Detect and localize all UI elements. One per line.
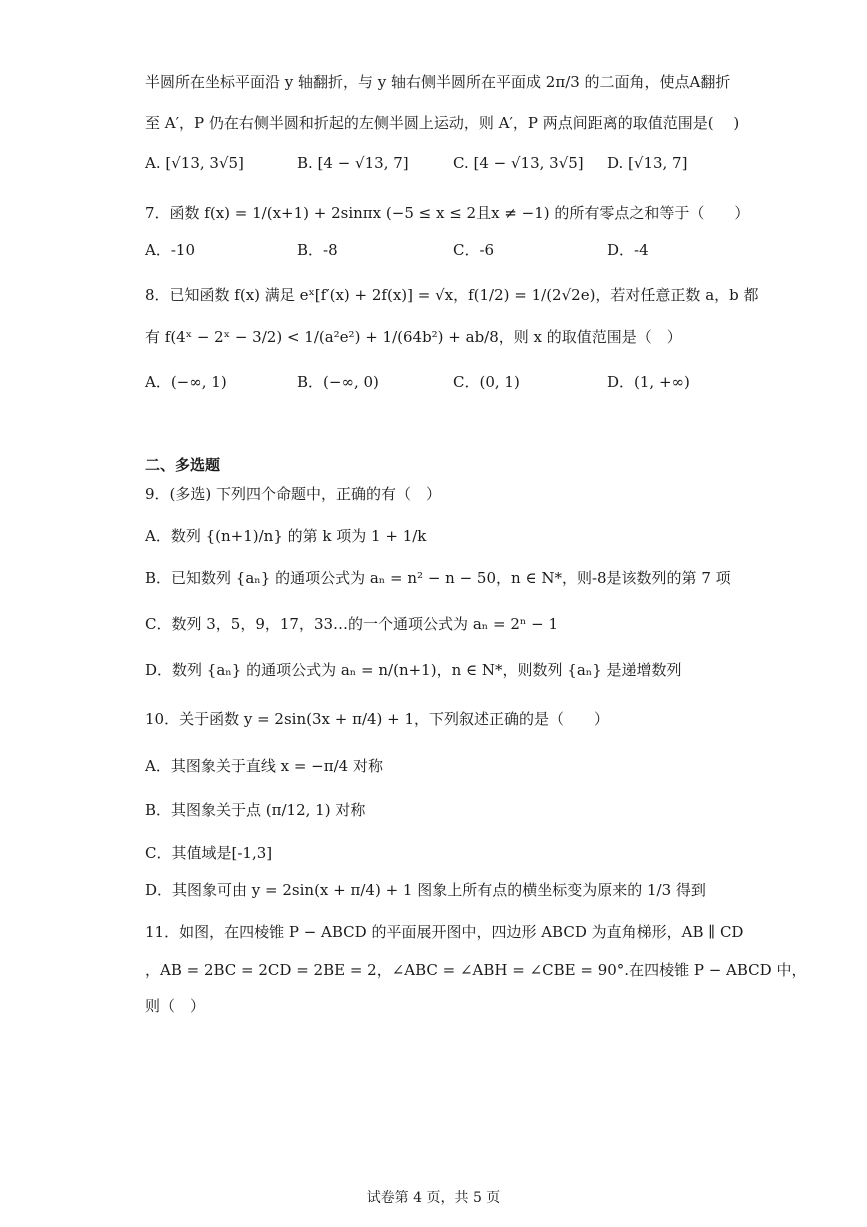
q11-line2: ，AB = 2BC = 2CD = 2BE = 2，∠ABC = ∠ABH = ∠CBE = 90°.在四棱锥 P − ABCD 中， <box>145 961 807 979</box>
q6-option-c[interactable]: C. [4 − √13, 3√5] <box>453 154 584 172</box>
q8-line1: 8．已知函数 f(x) 满足 eˣ[f′(x) + 2f(x)] = √x，f(1/2) = 1/(2√2e)，若对任意正数 a，b 都 <box>145 286 759 304</box>
q11-line3: 则（ ） <box>145 997 206 1015</box>
q8-option-c[interactable]: C．(0, 1) <box>453 373 520 391</box>
q10-option-b[interactable]: B．其图象关于点 (π/12, 1) 对称 <box>145 801 366 819</box>
q8-line2: 有 f(4ˣ − 2ˣ − 3/2) < 1/(a²e²) + 1/(64b²) + ab/8，则 x 的取值范围是（ ） <box>145 328 682 346</box>
q6-line1: 半圆所在坐标平面沿 y 轴翻折，与 y 轴右侧半圆所在平面成 2π/3 的二面角，使点A翻折 <box>145 73 731 91</box>
q7-option-b[interactable]: B．-8 <box>297 241 338 259</box>
q6-options <box>145 153 805 173</box>
q8-options <box>145 372 805 392</box>
q11-line1: 11．如图，在四棱锥 P − ABCD 的平面展开图中，四边形 ABCD 为直角梯形，AB ∥ CD <box>145 923 744 941</box>
q9-option-d[interactable]: D．数列 {aₙ} 的通项公式为 aₙ = n/(n+1)，n ∈ N*，则数列 {aₙ} 是递增数列 <box>145 661 682 679</box>
q6-option-d[interactable]: D. [√13, 7] <box>607 154 688 172</box>
q7-stem: 7．函数 f(x) = 1/(x+1) + 2sinπx (−5 ≤ x ≤ 2且x ≠ −1) 的所有零点之和等于（ ） <box>145 204 750 222</box>
q9-option-b[interactable]: B．已知数列 {aₙ} 的通项公式为 aₙ = n² − n − 50，n ∈ N*，则-8是该数列的第 7 项 <box>145 569 731 587</box>
q10-stem: 10．关于函数 y = 2sin(3x + π/4) + 1，下列叙述正确的是（ ） <box>145 710 610 728</box>
q9-option-a[interactable]: A．数列 {(n+1)/n} 的第 k 项为 1 + 1/k <box>145 527 427 545</box>
q6-option-a[interactable]: A. [√13, 3√5] <box>145 154 244 172</box>
q7-option-c[interactable]: C．-6 <box>453 241 495 259</box>
q10-option-d[interactable]: D．其图象可由 y = 2sin(x + π/4) + 1 图象上所有点的横坐标变为原来的 1/3 得到 <box>145 881 706 899</box>
q6-option-b[interactable]: B. [4 − √13, 7] <box>297 154 409 172</box>
q7-option-a[interactable]: A．-10 <box>145 241 195 259</box>
q9-stem: 9．(多选) 下列四个命题中，正确的有（ ） <box>145 485 442 503</box>
q9-option-c[interactable]: C．数列 3，5，9，17，33…的一个通项公式为 aₙ = 2ⁿ − 1 <box>145 615 559 633</box>
q6-line2: 至 A′，P 仍在右侧半圆和折起的左侧半圆上运动，则 A′，P 两点间距离的取值范围是( ) <box>145 114 740 132</box>
q7-options <box>145 240 805 260</box>
q10-option-c[interactable]: C．其值域是[-1,3] <box>145 844 273 862</box>
q7-option-d[interactable]: D．-4 <box>607 241 649 259</box>
q8-option-a[interactable]: A．(−∞, 1) <box>145 373 227 391</box>
q8-option-d[interactable]: D．(1, +∞) <box>607 373 690 391</box>
q8-option-b[interactable]: B．(−∞, 0) <box>297 373 379 391</box>
section-title-multi-choice: 二、多选题 <box>145 456 221 474</box>
page-footer: 试卷第 4 页，共 5 页 <box>366 1190 501 1206</box>
q10-option-a[interactable]: A．其图象关于直线 x = −π/4 对称 <box>145 757 383 775</box>
